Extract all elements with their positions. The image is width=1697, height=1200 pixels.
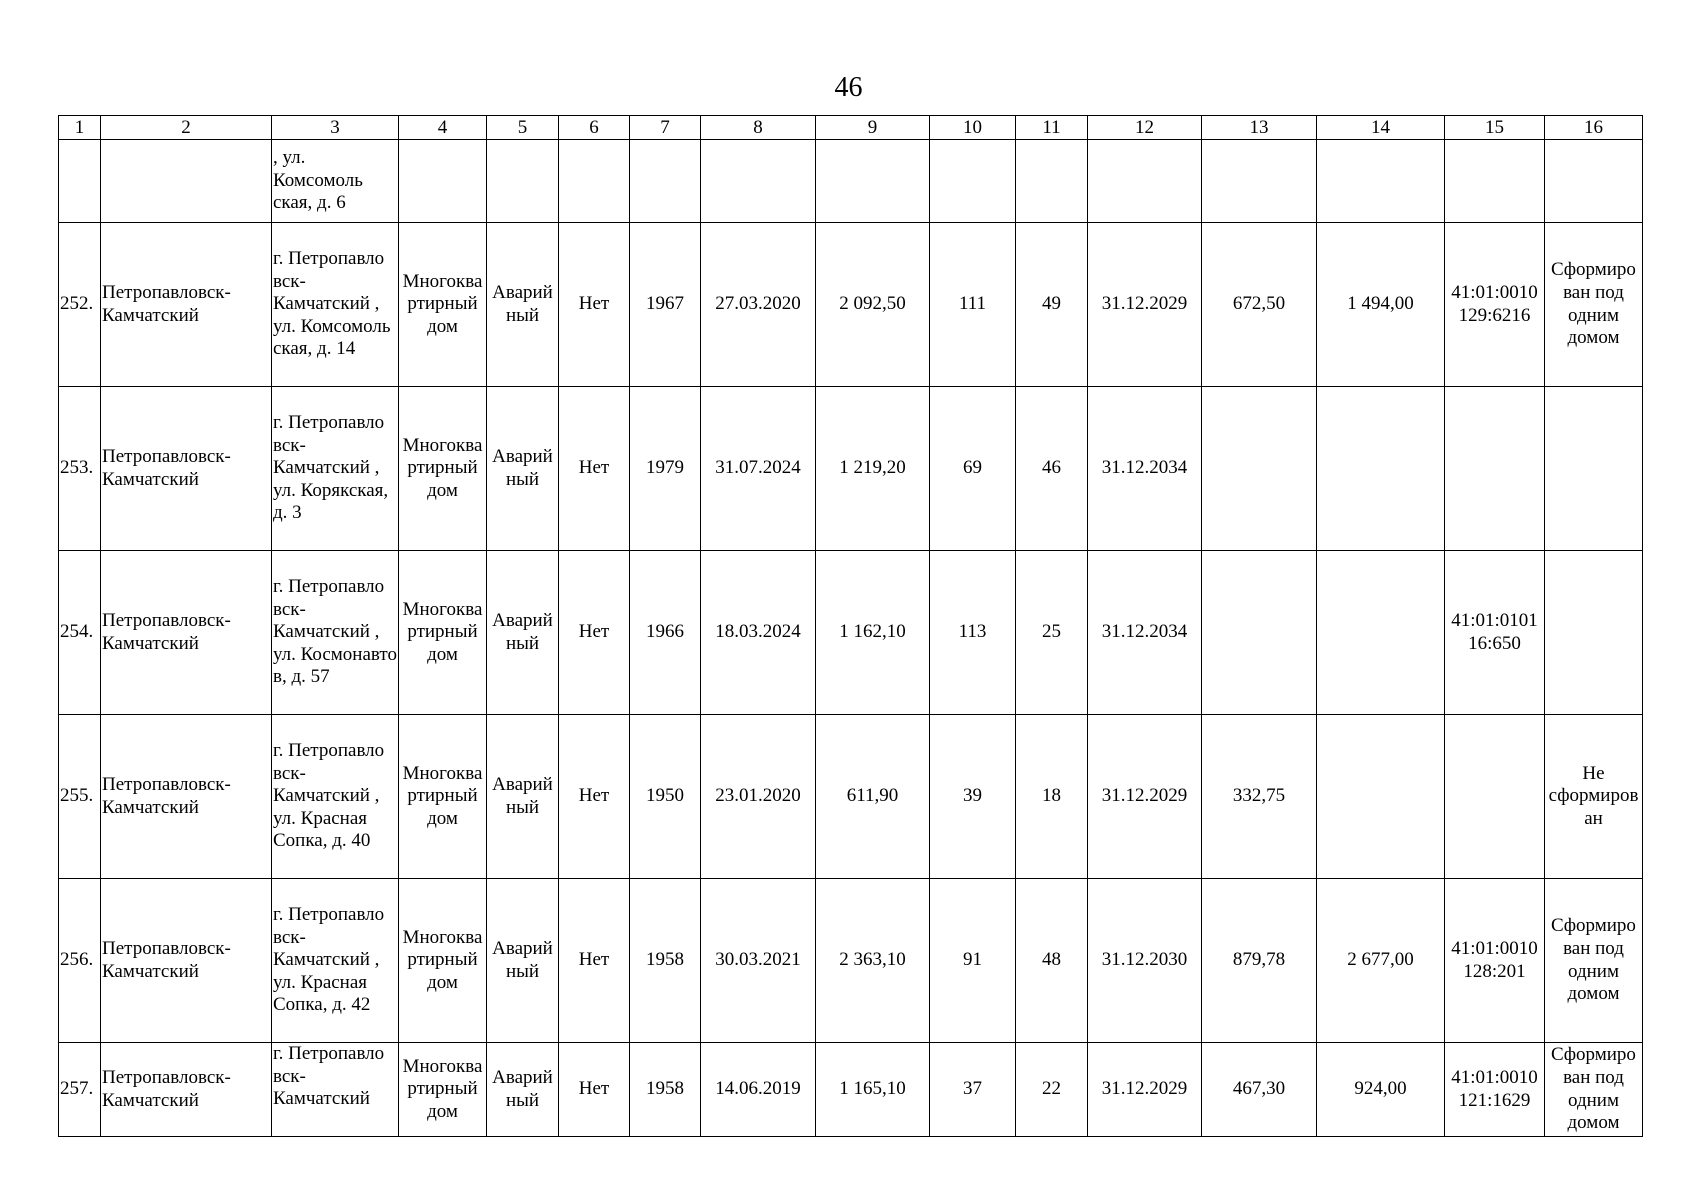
cell-building-type: Многоква ртирный дом	[399, 387, 487, 551]
cell-empty	[1088, 140, 1202, 223]
register-table	[58, 115, 1643, 1137]
cell-deadline: 31.12.2029	[1088, 223, 1202, 387]
cell-date: 14.06.2019	[701, 1043, 816, 1137]
cell-note: Сформиро ван под одним домом	[1545, 223, 1643, 387]
cell-col11: 48	[1016, 879, 1088, 1043]
cell-date: 27.03.2020	[701, 223, 816, 387]
table-row	[59, 715, 1643, 879]
cell-empty	[630, 140, 701, 223]
cell-municipality: Петропавловск-Камчатский	[101, 879, 272, 1043]
cell-col11: 49	[1016, 223, 1088, 387]
cell-note: Не сформиров ан	[1545, 715, 1643, 879]
cell-empty	[399, 140, 487, 223]
cell-address: г. Петропавло вск-Камчатский	[272, 1043, 399, 1137]
column-header: 8	[701, 116, 816, 140]
column-header: 12	[1088, 116, 1202, 140]
table-row	[59, 387, 1643, 551]
cell-col11: 25	[1016, 551, 1088, 715]
cell-address: г. Петропавло вск-Камчатский , ул. Красная Сопка, д. 40	[272, 715, 399, 879]
cell-row-number: 252.	[59, 223, 101, 387]
cell-building-type: Многоква ртирный дом	[399, 1043, 487, 1137]
cell-col11: 18	[1016, 715, 1088, 879]
cell-empty	[701, 140, 816, 223]
column-header: 6	[559, 116, 630, 140]
cell-cadastral: 41:01:0010 121:1629	[1445, 1043, 1545, 1137]
column-header: 9	[816, 116, 930, 140]
column-header: 3	[272, 116, 399, 140]
cell-date: 30.03.2021	[701, 879, 816, 1043]
cell-col13	[1202, 551, 1317, 715]
cell-cadastral	[1445, 715, 1545, 879]
column-header: 4	[399, 116, 487, 140]
cell-year: 1967	[630, 223, 701, 387]
cell-cadastral: 41:01:0010 129:6216	[1445, 223, 1545, 387]
cell-col14: 924,00	[1317, 1043, 1445, 1137]
cell-col14: 1 494,00	[1317, 223, 1445, 387]
table-row	[59, 879, 1643, 1043]
cell-status: Аварий ный	[487, 879, 559, 1043]
cell-col13: 672,50	[1202, 223, 1317, 387]
cell-cadastral: 41:01:0010 128:201	[1445, 879, 1545, 1043]
cell-deadline: 31.12.2030	[1088, 879, 1202, 1043]
cell-area: 2 092,50	[816, 223, 930, 387]
cell-col10: 39	[930, 715, 1016, 879]
cell-note: Сформиро ван под одним домом	[1545, 879, 1643, 1043]
cell-row-number: 254.	[59, 551, 101, 715]
cell-cadastral	[1445, 387, 1545, 551]
cell-col13	[1202, 387, 1317, 551]
cell-col6: Нет	[559, 387, 630, 551]
cell-status: Аварий ный	[487, 387, 559, 551]
cell-empty	[101, 140, 272, 223]
cell-building-type: Многоква ртирный дом	[399, 551, 487, 715]
cell-building-type: Многоква ртирный дом	[399, 879, 487, 1043]
column-header: 16	[1545, 116, 1643, 140]
cell-empty	[59, 140, 101, 223]
table-row	[59, 1043, 1643, 1137]
cell-row-number: 255.	[59, 715, 101, 879]
cell-deadline: 31.12.2034	[1088, 551, 1202, 715]
cell-empty	[487, 140, 559, 223]
cell-area: 1 219,20	[816, 387, 930, 551]
cell-municipality: Петропавловск-Камчатский	[101, 387, 272, 551]
cell-building-type: Многоква ртирный дом	[399, 223, 487, 387]
column-header: 1	[59, 116, 101, 140]
cell-col6: Нет	[559, 223, 630, 387]
column-header: 15	[1445, 116, 1545, 140]
cell-empty	[1445, 140, 1545, 223]
cell-date: 23.01.2020	[701, 715, 816, 879]
cell-cadastral: 41:01:0101 16:650	[1445, 551, 1545, 715]
cell-col10: 111	[930, 223, 1016, 387]
cell-date: 18.03.2024	[701, 551, 816, 715]
cell-col10: 37	[930, 1043, 1016, 1137]
cell-col13: 332,75	[1202, 715, 1317, 879]
cell-municipality: Петропавловск-Камчатский	[101, 223, 272, 387]
cell-col14	[1317, 387, 1445, 551]
cell-col10: 91	[930, 879, 1016, 1043]
column-header: 2	[101, 116, 272, 140]
column-number-header	[59, 116, 1643, 140]
cell-municipality: Петропавловск-Камчатский	[101, 1043, 272, 1137]
cell-address: г. Петропавло вск-Камчатский , ул. Комсомоль ская, д. 14	[272, 223, 399, 387]
cell-note	[1545, 387, 1643, 551]
cell-col10: 113	[930, 551, 1016, 715]
cell-area: 611,90	[816, 715, 930, 879]
cell-area: 1 162,10	[816, 551, 930, 715]
cell-col6: Нет	[559, 715, 630, 879]
cell-building-type: Многоква ртирный дом	[399, 715, 487, 879]
cell-col14: 2 677,00	[1317, 879, 1445, 1043]
table-row	[59, 223, 1643, 387]
cell-empty	[1016, 140, 1088, 223]
cell-row-number: 256.	[59, 879, 101, 1043]
cell-col14	[1317, 551, 1445, 715]
cell-status: Аварий ный	[487, 1043, 559, 1137]
cell-date: 31.07.2024	[701, 387, 816, 551]
cell-col6: Нет	[559, 879, 630, 1043]
cell-address: г. Петропавло вск-Камчатский , ул. Красная Сопка, д. 42	[272, 879, 399, 1043]
page-number: 46	[834, 72, 863, 103]
cell-empty	[1202, 140, 1317, 223]
continuation-row	[59, 140, 1643, 223]
cell-year: 1958	[630, 1043, 701, 1137]
cell-row-number: 253.	[59, 387, 101, 551]
cell-col11: 22	[1016, 1043, 1088, 1137]
cell-address: г. Петропавло вск-Камчатский , ул. Корякская, д. 3	[272, 387, 399, 551]
cell-area: 2 363,10	[816, 879, 930, 1043]
cell-address: г. Петропавло вск-Камчатский , ул. Космонавто в, д. 57	[272, 551, 399, 715]
cell-deadline: 31.12.2029	[1088, 1043, 1202, 1137]
cell-municipality: Петропавловск-Камчатский	[101, 551, 272, 715]
cell-municipality: Петропавловск-Камчатский	[101, 715, 272, 879]
column-header: 13	[1202, 116, 1317, 140]
cell-col10: 69	[930, 387, 1016, 551]
cell-note	[1545, 551, 1643, 715]
cell-status: Аварий ный	[487, 715, 559, 879]
column-header: 5	[487, 116, 559, 140]
cell-empty	[816, 140, 930, 223]
cell-col13: 467,30	[1202, 1043, 1317, 1137]
column-header: 10	[930, 116, 1016, 140]
cell-col6: Нет	[559, 1043, 630, 1137]
column-header: 14	[1317, 116, 1445, 140]
cell-note: Сформиро ван под одним домом	[1545, 1043, 1643, 1137]
column-header: 7	[630, 116, 701, 140]
cell-row-number: 257.	[59, 1043, 101, 1137]
cell-deadline: 31.12.2034	[1088, 387, 1202, 551]
cell-year: 1950	[630, 715, 701, 879]
cell-col13: 879,78	[1202, 879, 1317, 1043]
column-header: 11	[1016, 116, 1088, 140]
cell-area: 1 165,10	[816, 1043, 930, 1137]
cell-deadline: 31.12.2029	[1088, 715, 1202, 879]
cell-empty	[1317, 140, 1445, 223]
cell-year: 1958	[630, 879, 701, 1043]
cell-status: Аварий ный	[487, 551, 559, 715]
cell-empty	[930, 140, 1016, 223]
cell-status: Аварий ный	[487, 223, 559, 387]
cell-col14	[1317, 715, 1445, 879]
cell-address: , ул. Комсомоль ская, д. 6	[272, 140, 399, 223]
cell-empty	[1545, 140, 1643, 223]
cell-year: 1966	[630, 551, 701, 715]
cell-col6: Нет	[559, 551, 630, 715]
cell-empty	[559, 140, 630, 223]
cell-col11: 46	[1016, 387, 1088, 551]
table-row	[59, 551, 1643, 715]
cell-year: 1979	[630, 387, 701, 551]
